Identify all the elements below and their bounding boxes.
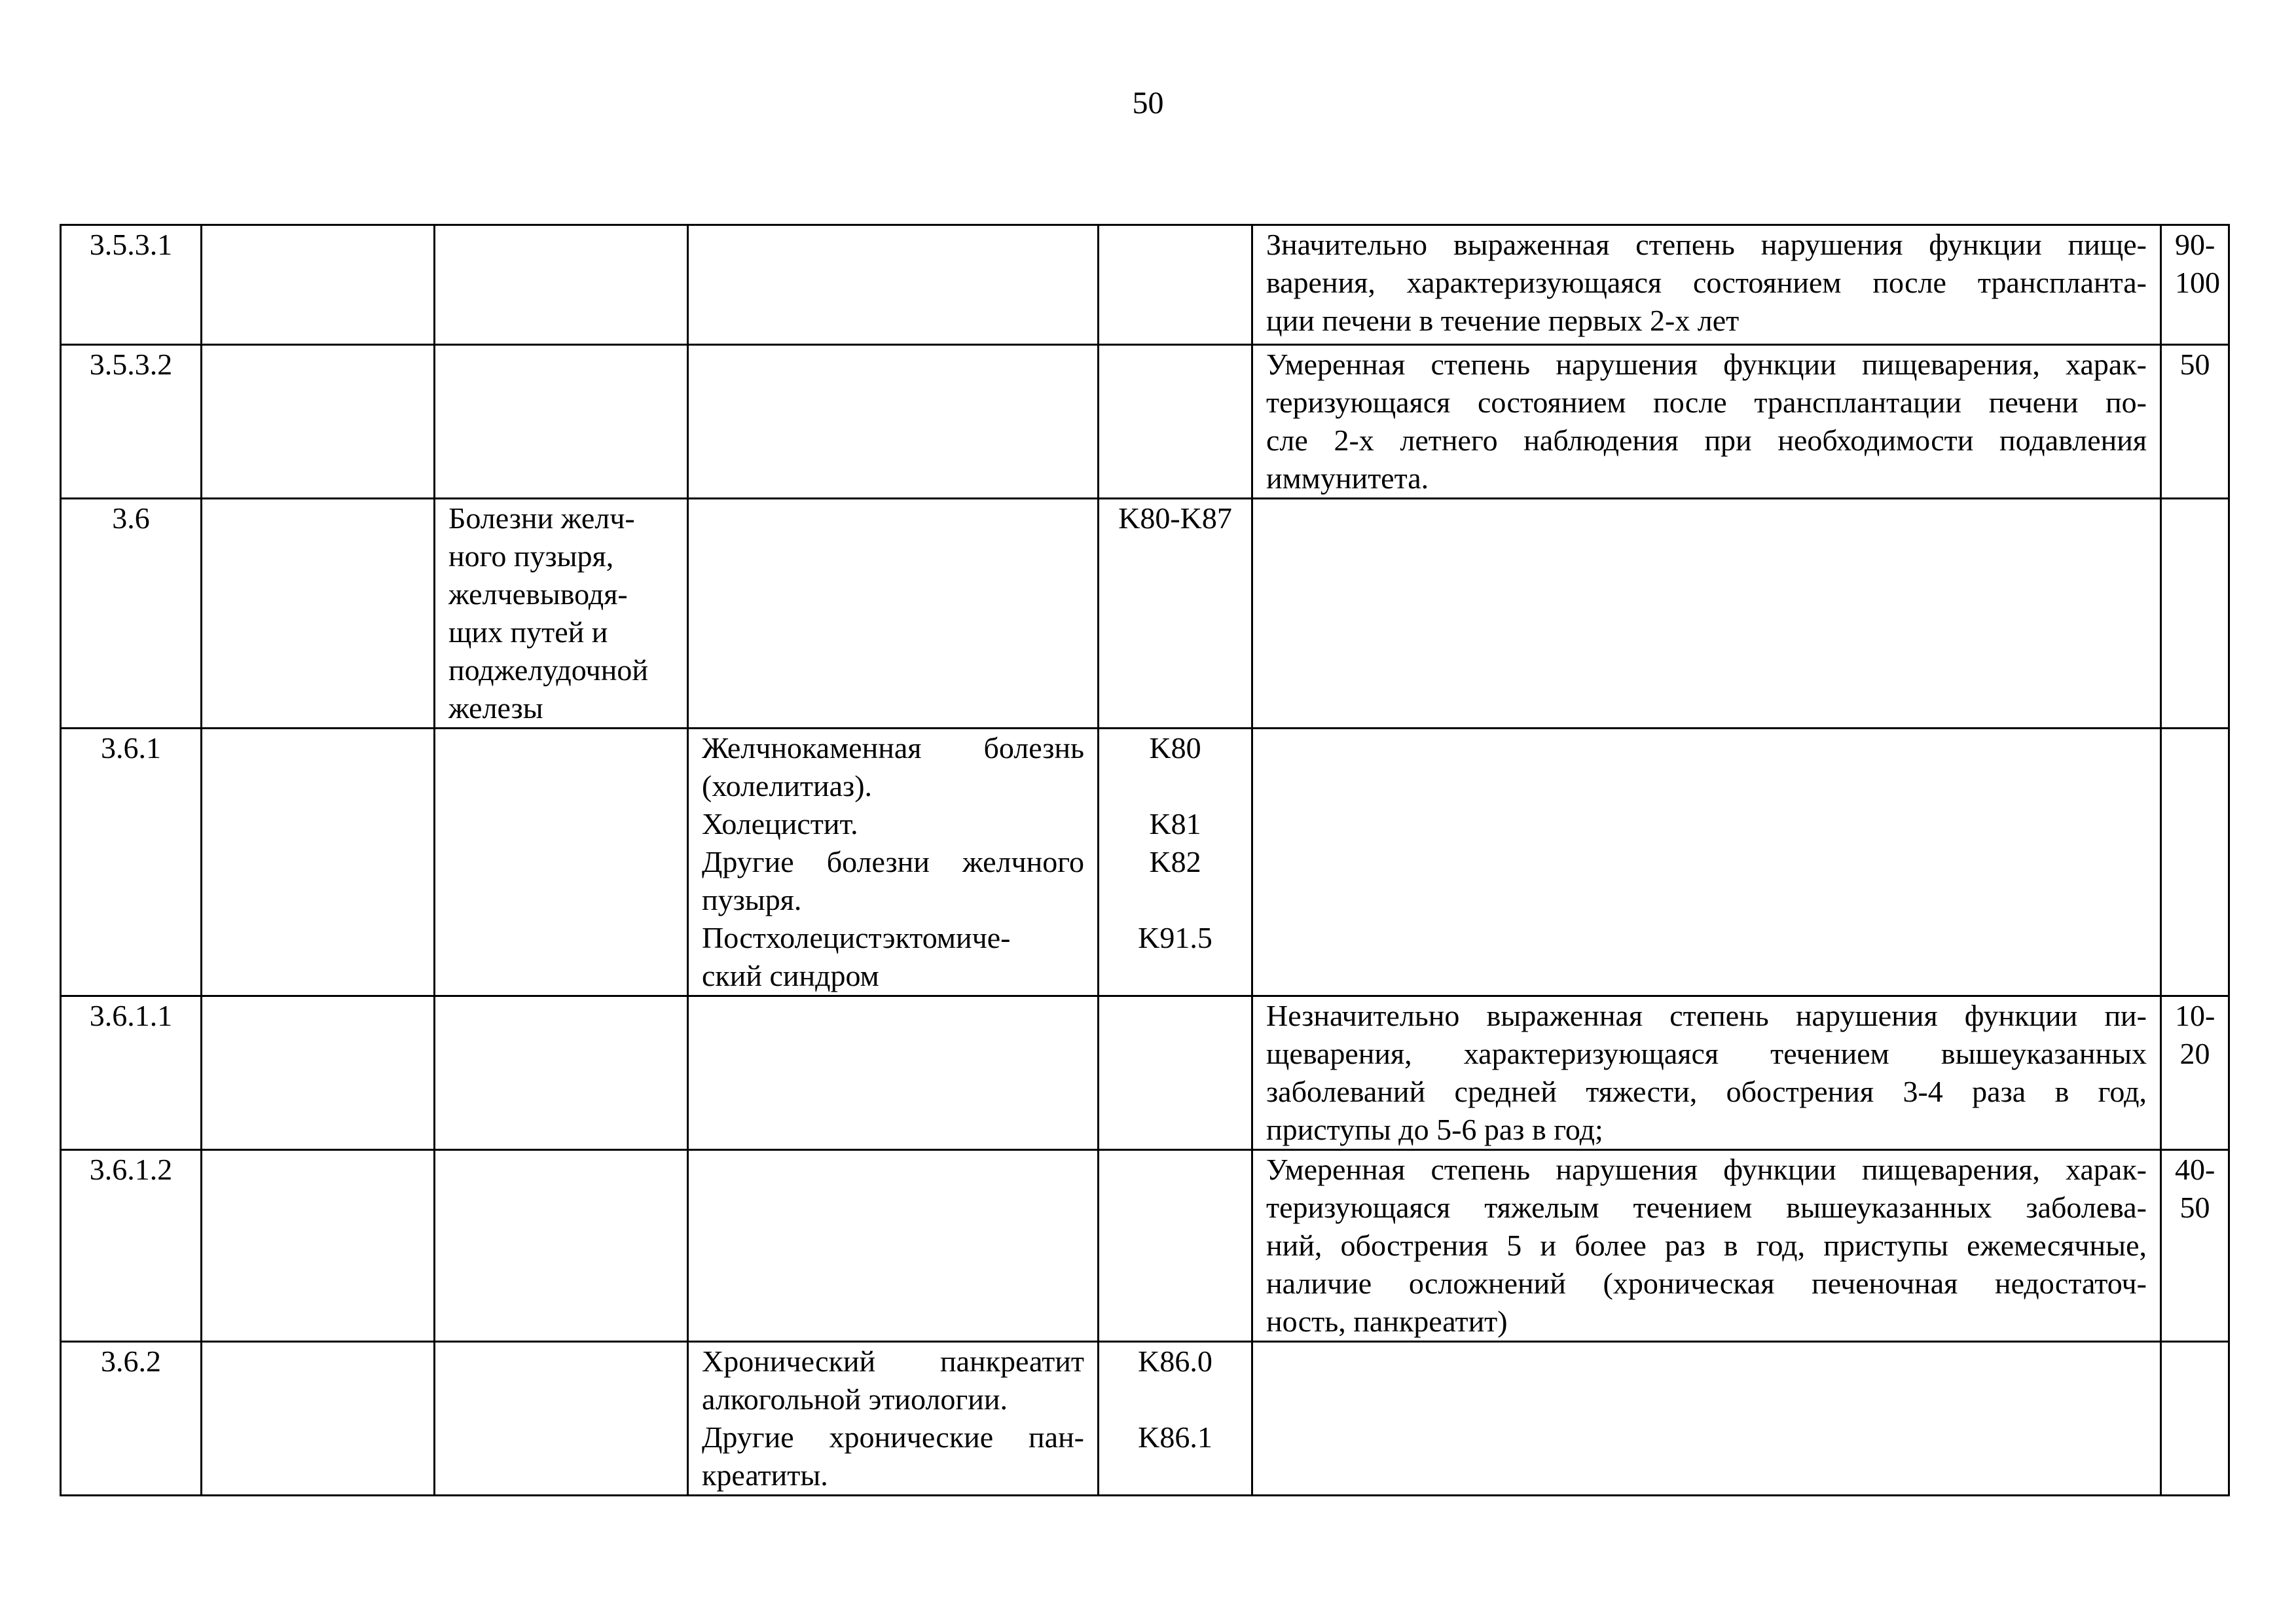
table-row — [61, 1342, 2229, 1496]
description-line: теризующаяся тяжелым течением вышеуказанных заболева- — [1266, 1191, 2147, 1224]
empty-cell — [202, 996, 435, 1150]
empty-cell — [202, 729, 435, 996]
description-line: щеварения, характеризующаяся течением вышеуказанных — [1266, 1037, 2147, 1070]
icd-code-line: K81 — [1149, 807, 1201, 840]
percent-line: 50 — [2179, 348, 2210, 381]
icd-code — [1099, 729, 1252, 996]
impairment-description — [1252, 225, 2161, 345]
impairment-percent — [2161, 499, 2229, 729]
row-code-text: 3.6.2 — [101, 1344, 161, 1378]
disease-name — [688, 729, 1099, 996]
impairment-description — [1252, 345, 2161, 499]
icd-code — [1099, 996, 1252, 1150]
disease-name-line: Хронический панкреатит — [702, 1344, 1084, 1378]
disease-group-line: желчевыводя- — [448, 577, 628, 611]
description-line: иммунитета. — [1266, 461, 1429, 495]
icd-code — [1099, 1150, 1252, 1342]
disease-group — [435, 225, 688, 345]
impairment-description — [1252, 1150, 2161, 1342]
row-code-text: 3.6.1.1 — [89, 999, 173, 1032]
description-line: Умеренная степень нарушения функции пищеварения, харак- — [1266, 1153, 2147, 1186]
description-line: варения, характеризующаяся состоянием после транспланта- — [1266, 266, 2147, 299]
percent-line: 90- — [2175, 228, 2215, 261]
disease-name-line: Холецистит. — [702, 807, 858, 840]
disease-group-line: щих путей и — [448, 615, 608, 649]
row-code — [61, 996, 202, 1150]
empty-cell — [202, 1342, 435, 1496]
description-line: ции печени в течение первых 2-х лет — [1266, 304, 1740, 337]
empty-cell — [202, 225, 435, 345]
icd-code-line: K80 — [1149, 731, 1201, 765]
empty-cell — [202, 499, 435, 729]
icd-code — [1099, 1342, 1252, 1496]
disease-name-line: Желчнокаменная болезнь — [702, 731, 1084, 765]
page-number: 50 — [1132, 86, 1164, 120]
row-code — [61, 225, 202, 345]
impairment-percent — [2161, 729, 2229, 996]
disease-name — [688, 1342, 1099, 1496]
disease-name — [688, 996, 1099, 1150]
impairment-description — [1252, 729, 2161, 996]
row-code — [61, 1342, 202, 1496]
disease-name-line: (холелитиаз). — [702, 769, 873, 803]
disease-name-line: Другие болезни желчного — [702, 845, 1084, 878]
disease-name — [688, 225, 1099, 345]
disease-group-line: ного пузыря, — [448, 539, 614, 573]
disease-name-line: алкогольной этиологии. — [702, 1382, 1008, 1416]
disease-name — [688, 499, 1099, 729]
icd-code-line: K91.5 — [1138, 921, 1212, 954]
disease-group — [435, 1150, 688, 1342]
table-row — [61, 1150, 2229, 1342]
disease-group-line: поджелудочной — [448, 653, 648, 687]
impairment-percent — [2161, 1342, 2229, 1496]
icd-code-line: K82 — [1149, 845, 1201, 878]
disease-group — [435, 345, 688, 499]
icd-code-line — [1112, 1456, 1238, 1494]
row-code — [61, 729, 202, 996]
icd-code-line: K80-K87 — [1118, 501, 1232, 535]
disability-criteria-table — [60, 224, 2230, 1496]
row-code-text: 3.6 — [112, 501, 150, 535]
icd-code-line — [1112, 767, 1238, 805]
description-line: Значительно выраженная степень нарушения функции пище- — [1266, 228, 2147, 261]
row-code-text: 3.6.1 — [101, 731, 161, 765]
description-line: заболеваний средней тяжести, обострения 3-4 раза в год, — [1266, 1075, 2147, 1108]
disease-group-line: Болезни желч- — [448, 501, 635, 535]
disease-group — [435, 996, 688, 1150]
percent-line: 100 — [2175, 266, 2220, 299]
disease-name-line: креатиты. — [702, 1458, 828, 1492]
description-line: приступы до 5-6 раз в год; — [1266, 1113, 1603, 1146]
row-code — [61, 345, 202, 499]
description-line: Умеренная степень нарушения функции пищеварения, харак- — [1266, 348, 2147, 381]
icd-code-line: K86.0 — [1138, 1344, 1212, 1378]
disease-group — [435, 1342, 688, 1496]
disease-group-line: железы — [448, 691, 543, 725]
row-code — [61, 1150, 202, 1342]
disease-name — [688, 1150, 1099, 1342]
description-line: ний, обострения 5 и более раз в год, приступы ежемесячные, — [1266, 1229, 2147, 1262]
impairment-percent — [2161, 996, 2229, 1150]
impairment-description — [1252, 1342, 2161, 1496]
percent-line: 40-50 — [2175, 1153, 2215, 1224]
impairment-percent — [2161, 345, 2229, 499]
disease-name-line: пузыря. — [702, 883, 802, 916]
icd-code-line — [1112, 1380, 1238, 1418]
table-row — [61, 499, 2229, 729]
disease-group — [435, 499, 688, 729]
table-row — [61, 345, 2229, 499]
empty-cell — [202, 345, 435, 499]
row-code-text: 3.5.3.2 — [89, 348, 173, 381]
disease-name-line: Постхолецистэктомиче- — [702, 921, 1011, 954]
impairment-description — [1252, 996, 2161, 1150]
percent-line: 10-20 — [2175, 999, 2215, 1070]
impairment-percent — [2161, 1150, 2229, 1342]
description-line: наличие осложнений (хроническая печеночная недостаточ- — [1266, 1267, 2147, 1300]
description-line: сле 2-х летнего наблюдения при необходимости подавления — [1266, 424, 2147, 457]
row-code-text: 3.6.1.2 — [89, 1153, 173, 1186]
disease-name — [688, 345, 1099, 499]
icd-code-line — [1112, 957, 1238, 995]
table-row — [61, 729, 2229, 996]
table-row — [61, 996, 2229, 1150]
disease-group — [435, 729, 688, 996]
description-line: теризующаяся состоянием после трансплантации печени по- — [1266, 386, 2147, 419]
row-code — [61, 499, 202, 729]
description-line: ность, панкреатит) — [1266, 1305, 1508, 1338]
icd-code-line: K86.1 — [1138, 1420, 1212, 1454]
icd-code — [1099, 345, 1252, 499]
disease-name-line: Другие хронические пан- — [702, 1420, 1084, 1454]
impairment-percent — [2161, 225, 2229, 345]
description-line: Незначительно выраженная степень нарушения функции пи- — [1266, 999, 2147, 1032]
icd-code — [1099, 225, 1252, 345]
impairment-description — [1252, 499, 2161, 729]
icd-code-line — [1112, 881, 1238, 919]
row-code-text: 3.5.3.1 — [89, 228, 173, 261]
disease-name-line: ский синдром — [702, 959, 879, 992]
empty-cell — [202, 1150, 435, 1342]
table-row — [61, 225, 2229, 345]
icd-code — [1099, 499, 1252, 729]
